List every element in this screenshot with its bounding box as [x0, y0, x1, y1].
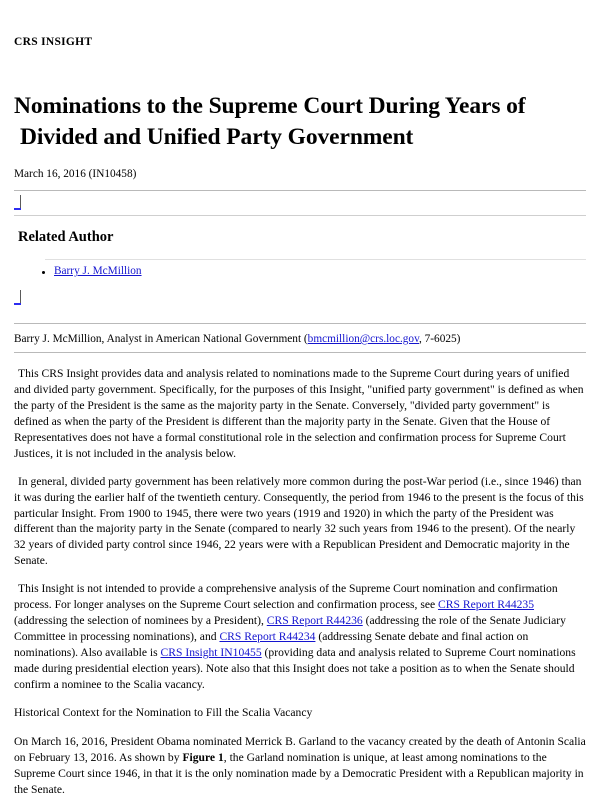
- list-item: [54, 264, 142, 280]
- p3-text-3: (addressing the role of the Senate Judiciary Committee in processing nominations), and: [14, 614, 566, 644]
- anchor-stem: [20, 290, 21, 304]
- document-body: [14, 366, 586, 810]
- page-title: [14, 91, 574, 154]
- divider-above-byline: [14, 323, 586, 324]
- link-crs-report-r44235[interactable]: CRS Report R44235: [438, 598, 535, 612]
- publication-date: March 16, 2016 (IN10458): [14, 168, 137, 180]
- anchor-foot: [14, 303, 21, 305]
- divider-below-byline: [14, 352, 586, 353]
- p4-text-1: On March 16, 2016, President Obama nominated Merrick B. Garland to the vacancy created by the death of Antonin Scalia on February 13, 2016. As shown by: [14, 734, 586, 764]
- paragraph-garland-nomination: [14, 734, 586, 798]
- related-author-heading: Related Author: [18, 229, 114, 245]
- byline-prefix: Barry J. McMillion, Analyst in American National Government (: [14, 333, 308, 345]
- author-byline: [14, 333, 460, 345]
- p3-text-2: (addressing the selection of nominees by a President),: [14, 614, 267, 628]
- p3-text-5: (providing data and analysis related to Supreme Court nominations made during presidential election years). Note also that this Insight does not take a position as to when the Senate should confirm a nominee to the Scalia vacancy.: [14, 646, 576, 691]
- p4-text-2: , the Garland nomination is unique, at least among nominations to the Supreme Court since 1946, in that it is the only nomination made by a Democratic President with a Republican majority in the Senate.: [14, 750, 584, 796]
- anchor-artifact-icon-second: [14, 290, 26, 308]
- author-email-link[interactable]: bmcmillion@crs.loc.gov: [307, 333, 419, 345]
- author-link-barry-j-mcmillion[interactable]: Barry J. McMillion: [54, 265, 142, 277]
- page-title-line-2: Divided and Unified Party Government: [20, 124, 414, 151]
- paragraph-related-reports: [14, 581, 586, 693]
- related-author-list: [0, 264, 142, 280]
- p3-text-4: (addressing Senate debate and final action on nominations). Also available is: [14, 630, 529, 659]
- divider-below-anchor-top: [14, 215, 586, 216]
- masthead-crs-insight: CRS INSIGHT: [14, 36, 93, 48]
- anchor-foot: [14, 208, 21, 210]
- page-title-line-1: Nominations to the Supreme Court During Years of: [14, 93, 526, 119]
- p3-text-1: This Insight is not intended to provide a comprehensive analysis of the Supreme Court nomination and confirmation process. For longer analyses on the Supreme Court selection and confirmation process, see: [14, 582, 558, 612]
- divider-above-author-list: [45, 259, 586, 260]
- paragraph-divided-government-history: In general, divided party government has been relatively more common during the post-War period (i.e., since 1946) than it was during the earlier half of the twentieth century. Consequently, the period from 1946 to the present is the focus of this particular Insight. From 1900 to 1945, there were two years (1919 and 1920) in which the party of the President was different than the majority party in the Senate (compared to nearly 32 such years from 1946 to the present). Of the nearly 32 years of divided party control since 1946, 22 years were with a Republican President and Democratic majority in the Senate.: [14, 474, 584, 568]
- paragraph-overview: This CRS Insight provides data and analysis related to nominations made to the Supreme Court during years of unified and divided party government. Specifically, for the purposes of this Insight, "unified party government" is defined as when the party of the President is the same as the majority party in the Senate. Conversely, "divided party government" is defined as when the party of the President is different than the majority party in the Senate. Given that the House of Representatives does not have a formal constitutional role in the selection and confirmation process for Supreme Court Justices, it is not included in the analysis below.: [14, 367, 584, 460]
- figure-1-reference: Figure 1: [182, 750, 224, 764]
- anchor-stem: [20, 195, 21, 209]
- byline-suffix: , 7-6025): [419, 333, 461, 345]
- anchor-artifact-icon: [14, 195, 26, 213]
- link-crs-report-r44234[interactable]: CRS Report R44234: [219, 630, 316, 644]
- section-heading-historical-context: Historical Context for the Nomination to Fill the Scalia Vacancy: [14, 705, 313, 719]
- divider-above-related-author: [14, 190, 586, 191]
- link-crs-insight-in10455[interactable]: CRS Insight IN10455: [160, 646, 262, 659]
- link-crs-report-r44236[interactable]: CRS Report R44236: [266, 614, 363, 628]
